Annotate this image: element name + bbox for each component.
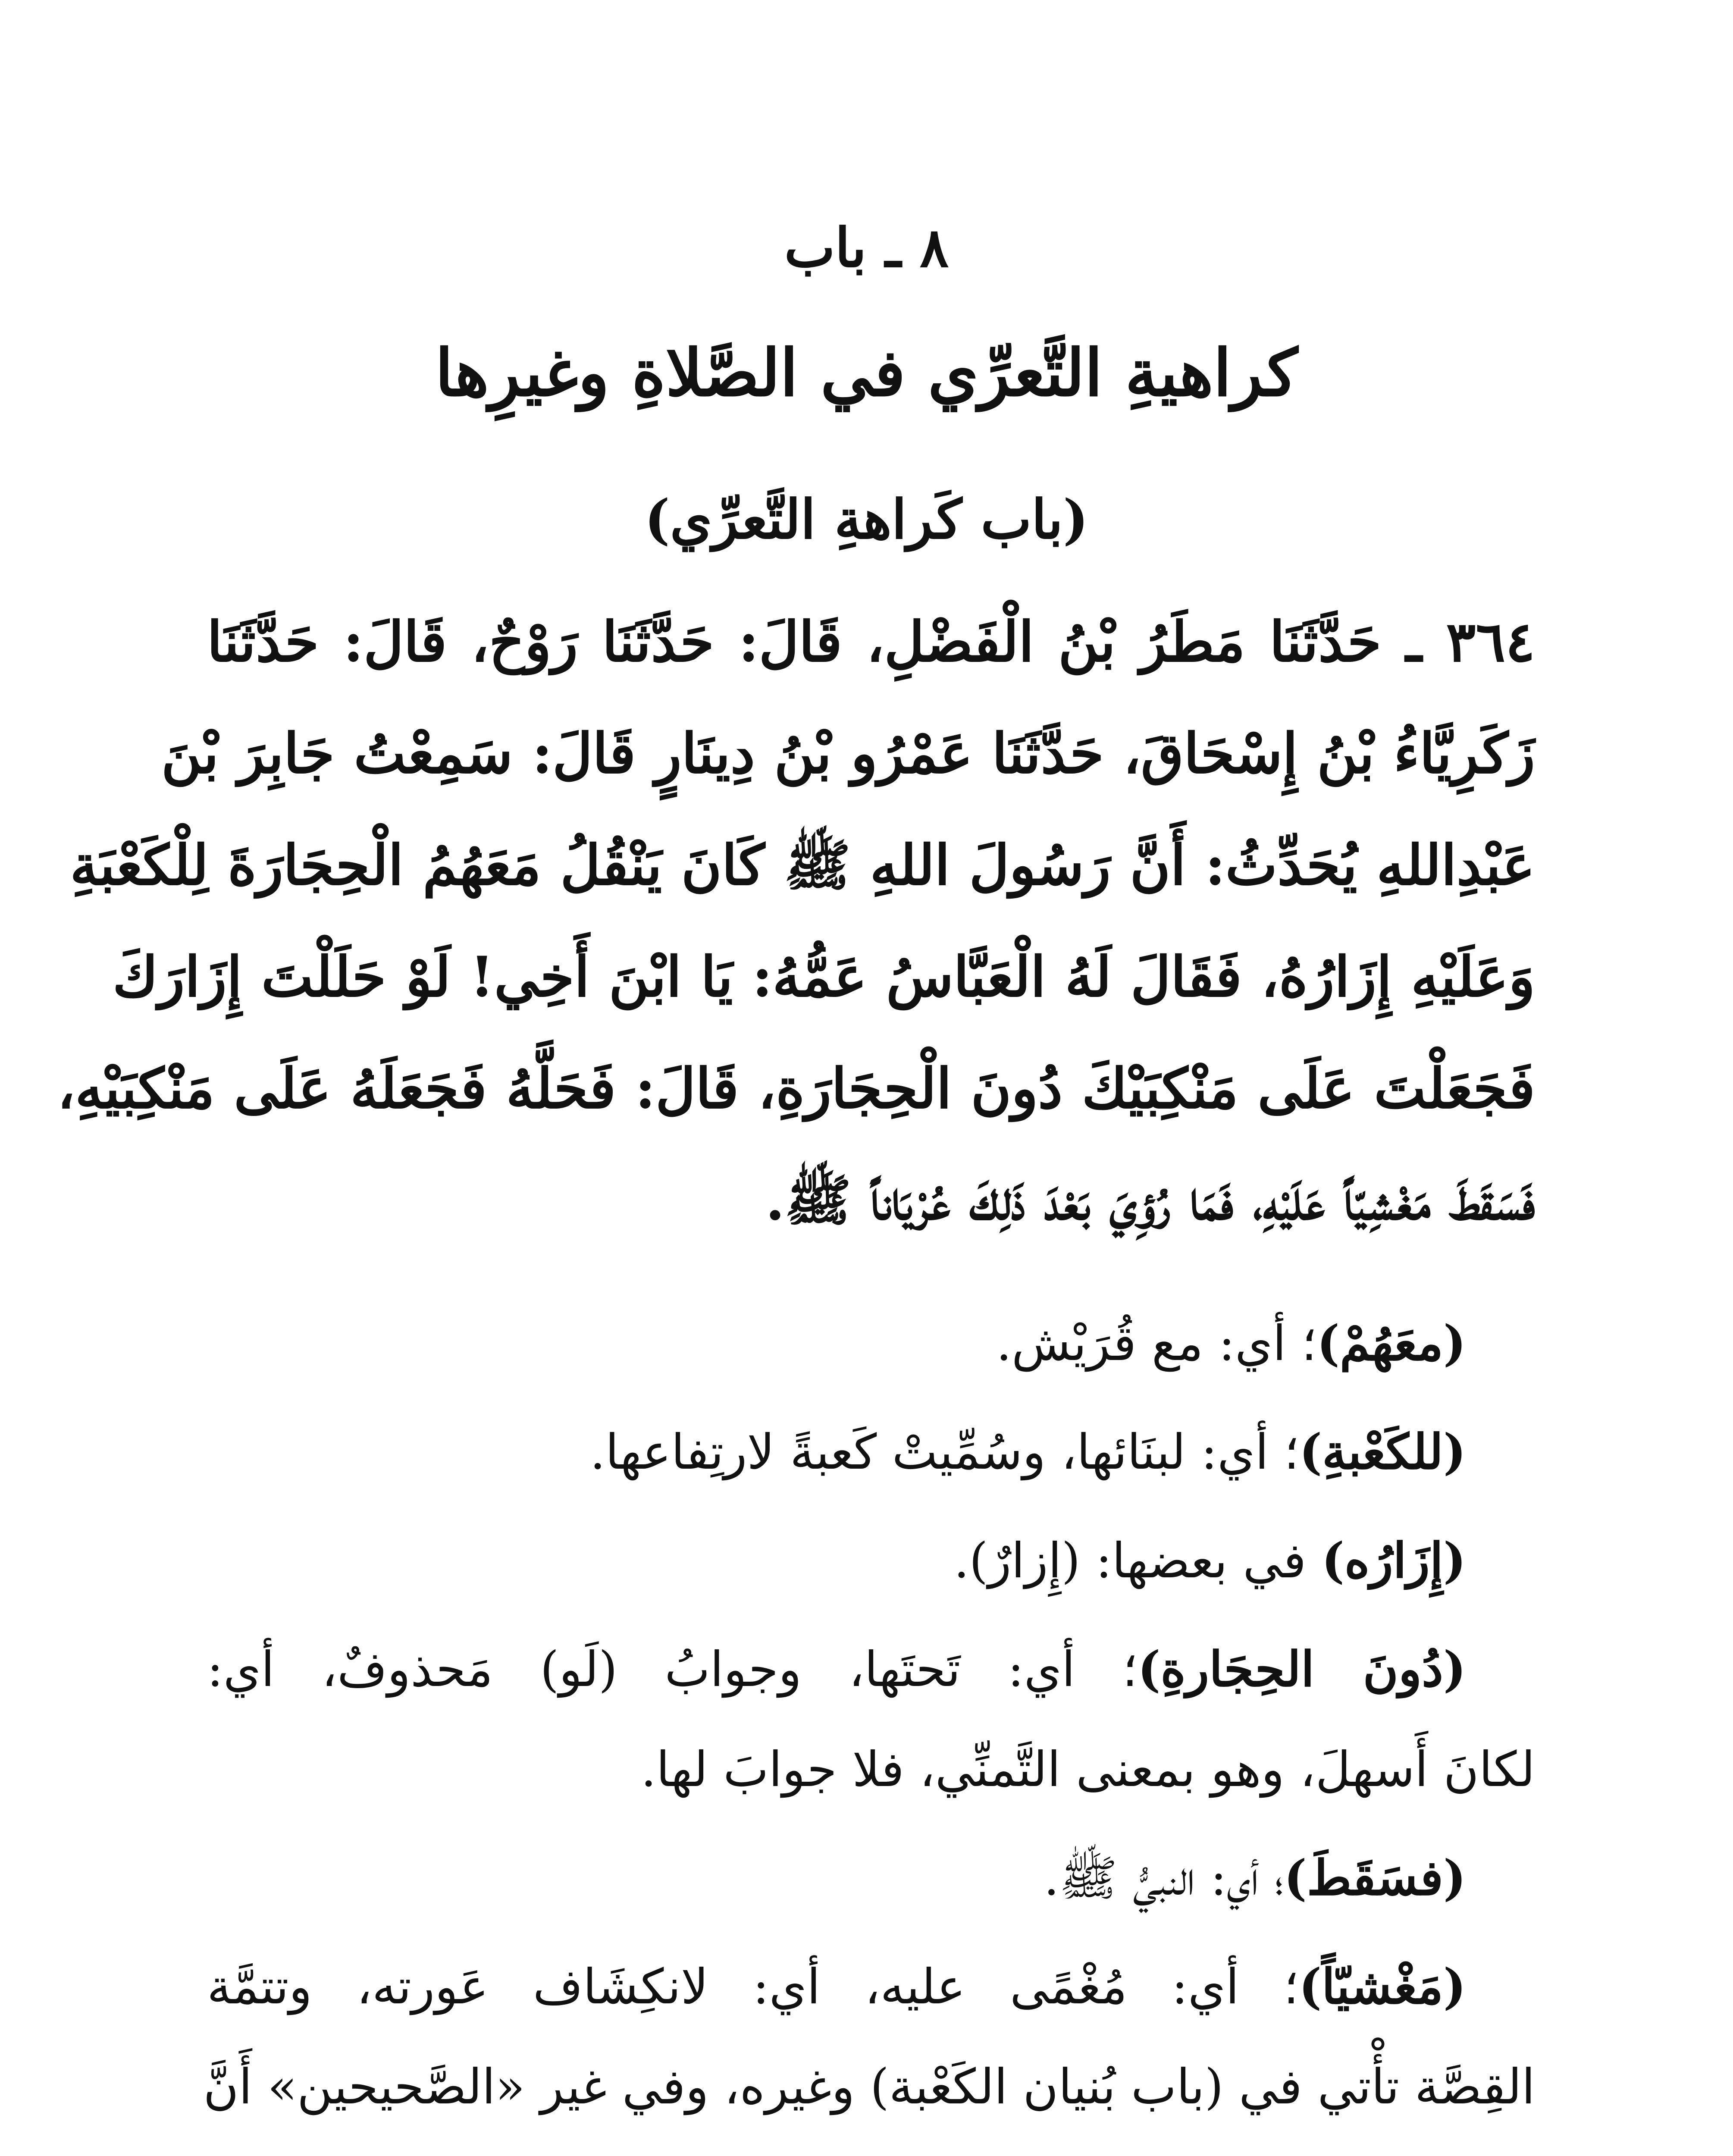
hadith-line: فَجَعَلْتَ عَلَى مَنْكِبَيْكَ دُونَ الْحِجَارَةِ، قَالَ: فَحَلَّهُ فَجَعَلَهُ عَلَى مَنْكِبَيْهِ، [57,1056,1535,1121]
hadith-line: وَعَلَيْهِ إِزَارُهُ، فَقَالَ لَهُ الْعَبَّاسُ عَمُّهُ: يَا ابْنَ أَخِي! لَوْ حَلَلْتَ إِزَارَكَ [113,945,1535,1009]
note-text: ؛ أي: مُغْمًى عليه، أي: لانكِشَاف عَورته، وتتمَّة [207,1959,1299,2015]
chapter-title: كراهيةِ التَّعرِّي في الصَّلاةِ وغيرِها [435,335,1298,411]
note-text: ؛ أي: مع قُرَيْش. [996,1316,1317,1372]
note-item [207,1294,1535,1394]
note-text: في بعضها: (إِزارٌ). [954,1533,1322,1589]
hadith-line: ٣٦٤ ـ حَدَّثَنَا مَطَرُ بْنُ الْفَضْلِ، قَالَ: حَدَّثَنَا رَوْحٌ، قَالَ: حَدَّثَنَا [207,610,1536,674]
note-text: ؛ أي: النبيُّ ﷺ. [1044,1850,1284,1906]
note-item [207,1402,1535,1502]
hadith-line: عَبْدِاللهِ يُحَدِّثُ: أَنَّ رَسُولَ اللهِ ﷺ كَانَ يَنْقُلُ مَعَهُمُ الْحِجَارَةَ لِلْكَعْبَةِ [70,833,1535,898]
note-line [207,1828,1535,1928]
note-term: (إِزَارُه) [1321,1532,1466,1589]
note-term: (للكَعْبةِ) [1299,1424,1466,1480]
note-term: (مَغْشيّاً) [1299,1959,1466,2015]
chapter-subtitle: (باب كَراهةِ التَّعرِّي) [644,488,1089,551]
hadith-line: فَسَقَطَ مَغْشِيّاً عَلَيْهِ، فَمَا رُؤِيَ بَعْدَ ذَلِكَ عُرْيَاناً ﷺ. [765,1168,1535,1233]
note-text: ؛ أي: تَحتَها، وجوابُ (لَو) مَحذوفٌ، أي: [207,1642,1138,1698]
note-item [207,1511,1535,1611]
commentary-notes [203,1294,1535,2156]
note-line [207,1620,1535,1720]
note-line: لكانَ أَسهلَ، وهو بمعنى التَّمنِّي، فلا جوابَ لها. [641,1742,1535,1798]
chapter-number: ٨ ـ باب [784,216,949,279]
note-line [207,1402,1535,1502]
note-item [207,1828,1535,1928]
note-term: (معَهُمْ) [1316,1315,1466,1372]
note-line [207,1294,1535,1394]
hadith-text [57,586,1536,1257]
note-item [207,1620,1535,1820]
note-line: القِصَّة تأْتي في (باب بُنيان الكَعْبة) وغيره، وفي غير «الصَّحيحين» أَنَّ [203,2059,1535,2115]
note-line [207,2137,1535,2156]
note-line [207,1511,1535,1611]
hadith-line: زَكَرِيَّاءُ بْنُ إِسْحَاقَ، حَدَّثَنَا عَمْرُو بْنُ دِينَارٍ قَالَ: سَمِعْتُ جَابِرَ بْنَ [161,721,1535,786]
note-line [207,1937,1535,2037]
note-term: (دُونَ الحِجَارةِ) [1138,1641,1466,1698]
note-item [203,1937,1535,2156]
note-text: ؛ أي: لبنَائها، وسُمِّيتْ كَعبةً لارتِفاعها. [590,1424,1300,1480]
note-term: (فسَقَطَ) [1284,1850,1466,1906]
